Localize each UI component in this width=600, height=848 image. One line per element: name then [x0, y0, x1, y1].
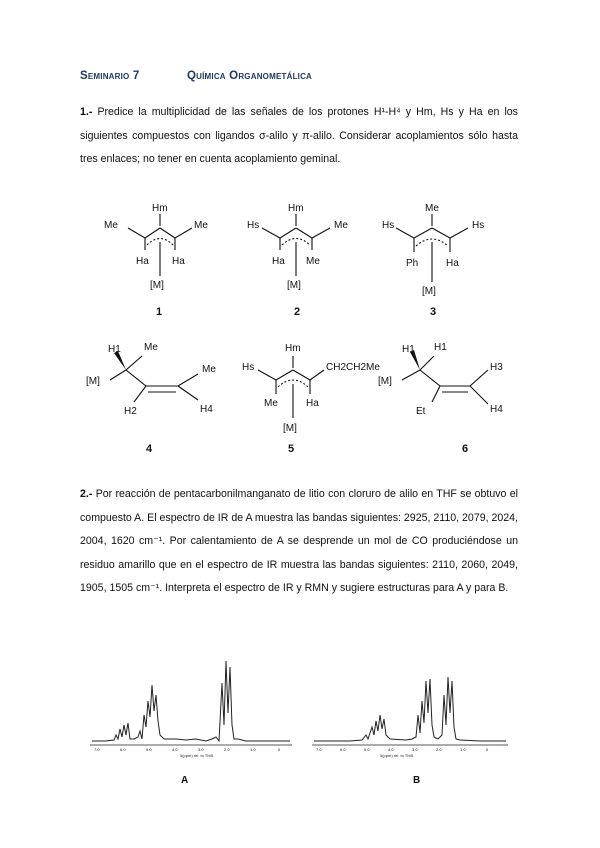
svg-text:H1: H1 — [108, 344, 121, 355]
svg-text:[M]: [M] — [287, 280, 301, 291]
svg-text:H1: H1 — [434, 342, 447, 353]
svg-text:1.0: 1.0 — [460, 747, 466, 752]
svg-text:H2: H2 — [124, 406, 137, 417]
svg-text:7.0: 7.0 — [94, 747, 100, 752]
svg-text:Me: Me — [202, 364, 216, 375]
spectrum-label-b: B — [413, 775, 421, 786]
svg-text:Hs: Hs — [247, 220, 260, 231]
question-2-number: 2.- — [80, 488, 93, 500]
svg-text:Me: Me — [264, 398, 278, 409]
svg-text:H1: H1 — [402, 344, 415, 355]
question-2 — [80, 483, 518, 601]
question-1-text: Predice la multiplicidad de las señales de los protones H¹-H⁴ y Hm, Hs y Ha en los siguientes compuestos con ligandos σ-alilo y π-alilo. Considerar acoplamientos sólo hasta tres enlaces; no tener en cuenta acoplamiento geminal. — [80, 106, 518, 165]
svg-text:Me: Me — [306, 256, 320, 267]
svg-text:[M]: [M] — [86, 376, 100, 387]
svg-text:4.0: 4.0 — [388, 747, 394, 752]
svg-text:[M]: [M] — [378, 376, 392, 387]
svg-text:Me: Me — [104, 220, 118, 231]
svg-text:δ(ppm) rel. to TMS: δ(ppm) rel. to TMS — [380, 753, 414, 758]
svg-text:6.0: 6.0 — [340, 747, 346, 752]
svg-text:Hm: Hm — [152, 203, 168, 214]
svg-text:[M]: [M] — [150, 280, 164, 291]
svg-text:CH2CH2Me: CH2CH2Me — [326, 362, 380, 373]
structure-label-4: 4 — [146, 443, 153, 455]
svg-text:3.0: 3.0 — [412, 747, 418, 752]
structure-label-2: 2 — [294, 306, 301, 318]
svg-text:[M]: [M] — [422, 286, 436, 297]
svg-text:Hm: Hm — [288, 203, 304, 214]
svg-text:5.0: 5.0 — [364, 747, 370, 752]
svg-text:7.0: 7.0 — [316, 747, 322, 752]
svg-text:4.0: 4.0 — [172, 747, 178, 752]
svg-text:2.0: 2.0 — [224, 747, 230, 752]
question-2-text: Por reacción de pentacarbonilmanganato de litio con cloruro de alilo en THF se obtuvo el compuesto A. El espectro de IR de A muestra las bandas siguientes: 2925, 2110, 2079, 2024, 2004, 1620 cm⁻¹. Por calentamiento de A se desprende un mol de CO produciéndose un residuo amarillo que en el espectro de IR muestra las bandas siguientes: 2110, 2060, 2049, 1905, 1505 cm⁻¹. Interpreta el espectro de IR y RMN y sugiere estructuras para A y para B. — [80, 488, 518, 594]
structures-figure — [0, 190, 600, 490]
svg-text:5.0: 5.0 — [146, 747, 152, 752]
svg-text:Hs: Hs — [472, 220, 485, 231]
nmr-spectrum-a — [86, 655, 296, 765]
structure-label-3: 3 — [430, 306, 437, 318]
svg-text:Me: Me — [144, 342, 158, 353]
svg-text:Hm: Hm — [285, 343, 301, 354]
svg-text:[M]: [M] — [283, 423, 297, 434]
svg-text:Me: Me — [425, 203, 439, 214]
svg-text:Me: Me — [194, 220, 208, 231]
spectrum-label-a: A — [181, 775, 189, 786]
svg-text:H4: H4 — [490, 404, 503, 415]
svg-text:Hs: Hs — [382, 220, 395, 231]
svg-text:Ha: Ha — [446, 258, 459, 269]
svg-text:Ph: Ph — [406, 258, 419, 269]
svg-text:H4: H4 — [200, 404, 213, 415]
svg-text:Ha: Ha — [136, 256, 149, 267]
seminar-title: Seminario 7 — [80, 70, 140, 82]
svg-text:Ha: Ha — [172, 256, 185, 267]
structure-label-5: 5 — [288, 443, 295, 455]
svg-text:δ(ppm) rel. to TMS: δ(ppm) rel. to TMS — [180, 753, 214, 758]
course-title: Química Organometálica — [187, 70, 313, 82]
structure-label-6: 6 — [462, 443, 469, 455]
svg-text:Me: Me — [334, 220, 348, 231]
svg-text:H3: H3 — [490, 362, 503, 373]
svg-text:0: 0 — [486, 747, 489, 752]
svg-text:Ha: Ha — [306, 398, 319, 409]
svg-text:Hs: Hs — [242, 362, 255, 373]
svg-text:1.0: 1.0 — [250, 747, 256, 752]
nmr-spectrum-b — [310, 655, 510, 765]
svg-text:2.0: 2.0 — [436, 747, 442, 752]
structure-label-1: 1 — [156, 306, 163, 318]
svg-text:Ha: Ha — [272, 256, 285, 267]
svg-text:6.0: 6.0 — [120, 747, 126, 752]
svg-text:Et: Et — [416, 406, 426, 417]
svg-text:3.0: 3.0 — [198, 747, 204, 752]
question-1 — [80, 101, 518, 172]
svg-text:0: 0 — [278, 747, 281, 752]
question-1-number: 1.- — [80, 106, 93, 118]
